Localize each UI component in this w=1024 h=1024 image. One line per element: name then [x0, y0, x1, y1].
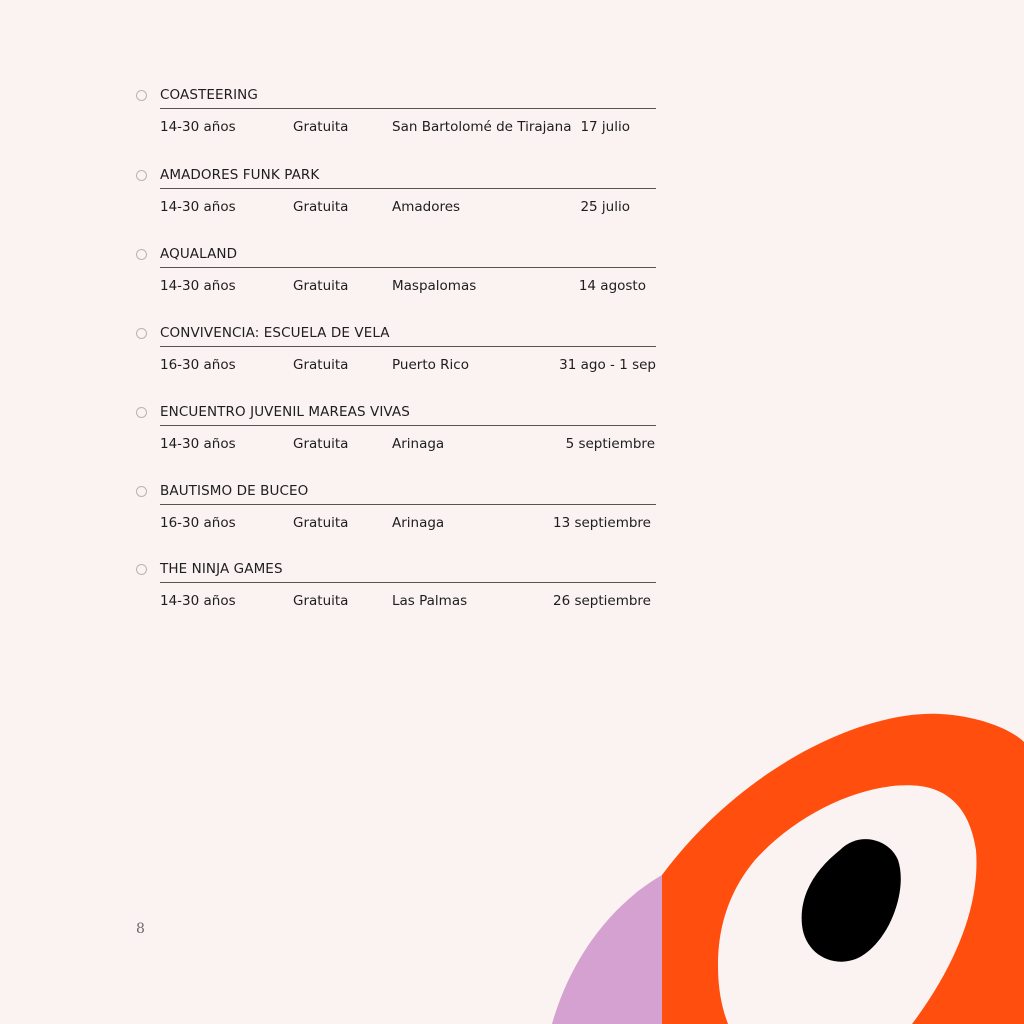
activity-date: 26 septiembre	[552, 593, 651, 609]
activity-age: 16-30 años	[160, 357, 236, 373]
activity-price: Gratuita	[293, 357, 349, 373]
activity-place: Puerto Rico	[392, 357, 469, 373]
activity-checkbox[interactable]	[136, 249, 147, 260]
activity-date: 17 julio	[580, 119, 630, 135]
divider	[160, 188, 656, 189]
activity-price: Gratuita	[293, 278, 349, 294]
divider	[160, 346, 656, 347]
activity-item	[136, 89, 658, 161]
activity-checkbox[interactable]	[136, 407, 147, 418]
activity-place: San Bartolomé de Tirajana	[392, 119, 572, 135]
activity-age: 14-30 años	[160, 119, 236, 135]
page-number: 8	[136, 921, 145, 937]
activity-checkbox[interactable]	[136, 564, 147, 575]
activity-place: Maspalomas	[392, 278, 477, 294]
divider	[160, 108, 656, 109]
activity-title: CONVIVENCIA: ESCUELA DE VELA	[160, 325, 390, 341]
activity-date: 25 julio	[580, 199, 630, 215]
divider	[160, 267, 656, 268]
activity-age: 16-30 años	[160, 515, 236, 531]
activity-checkbox[interactable]	[136, 90, 147, 101]
activity-price: Gratuita	[293, 515, 349, 531]
activity-place: Arinaga	[392, 436, 445, 452]
activity-age: 14-30 años	[160, 436, 236, 452]
activity-date: 31 ago - 1 sep	[559, 357, 656, 373]
activity-price: Gratuita	[293, 436, 349, 452]
activity-item	[136, 169, 658, 241]
activity-item	[136, 406, 658, 478]
activity-checkbox[interactable]	[136, 328, 147, 339]
divider	[160, 582, 656, 583]
activity-place: Las Palmas	[392, 593, 468, 609]
activity-title: ENCUENTRO JUVENIL MAREAS VIVAS	[160, 404, 410, 420]
activity-price: Gratuita	[293, 119, 349, 135]
black-eye	[802, 839, 901, 962]
activity-item	[136, 327, 658, 399]
activity-price: Gratuita	[293, 593, 349, 609]
activity-checkbox[interactable]	[136, 170, 147, 181]
activity-age: 14-30 años	[160, 278, 236, 294]
divider	[160, 425, 656, 426]
activity-date: 13 septiembre	[552, 515, 651, 531]
activity-title: AQUALAND	[160, 246, 238, 262]
activity-checkbox[interactable]	[136, 486, 147, 497]
activity-title: BAUTISMO DE BUCEO	[160, 483, 309, 499]
activity-title: AMADORES FUNK PARK	[160, 167, 320, 183]
activity-item	[136, 248, 658, 320]
activity-item	[136, 563, 658, 635]
activity-title: COASTEERING	[160, 87, 258, 103]
activity-date: 5 septiembre	[565, 436, 655, 452]
decorative-illustration	[540, 700, 1024, 1024]
activity-price: Gratuita	[293, 199, 349, 215]
activity-place: Arinaga	[392, 515, 445, 531]
activity-title: THE NINJA GAMES	[160, 561, 283, 577]
activity-item	[136, 485, 658, 557]
activity-place: Amadores	[392, 199, 461, 215]
activity-date: 14 agosto	[578, 278, 646, 294]
divider	[160, 504, 656, 505]
activity-age: 14-30 años	[160, 593, 236, 609]
activity-age: 14-30 años	[160, 199, 236, 215]
lilac-shape	[552, 875, 662, 1024]
